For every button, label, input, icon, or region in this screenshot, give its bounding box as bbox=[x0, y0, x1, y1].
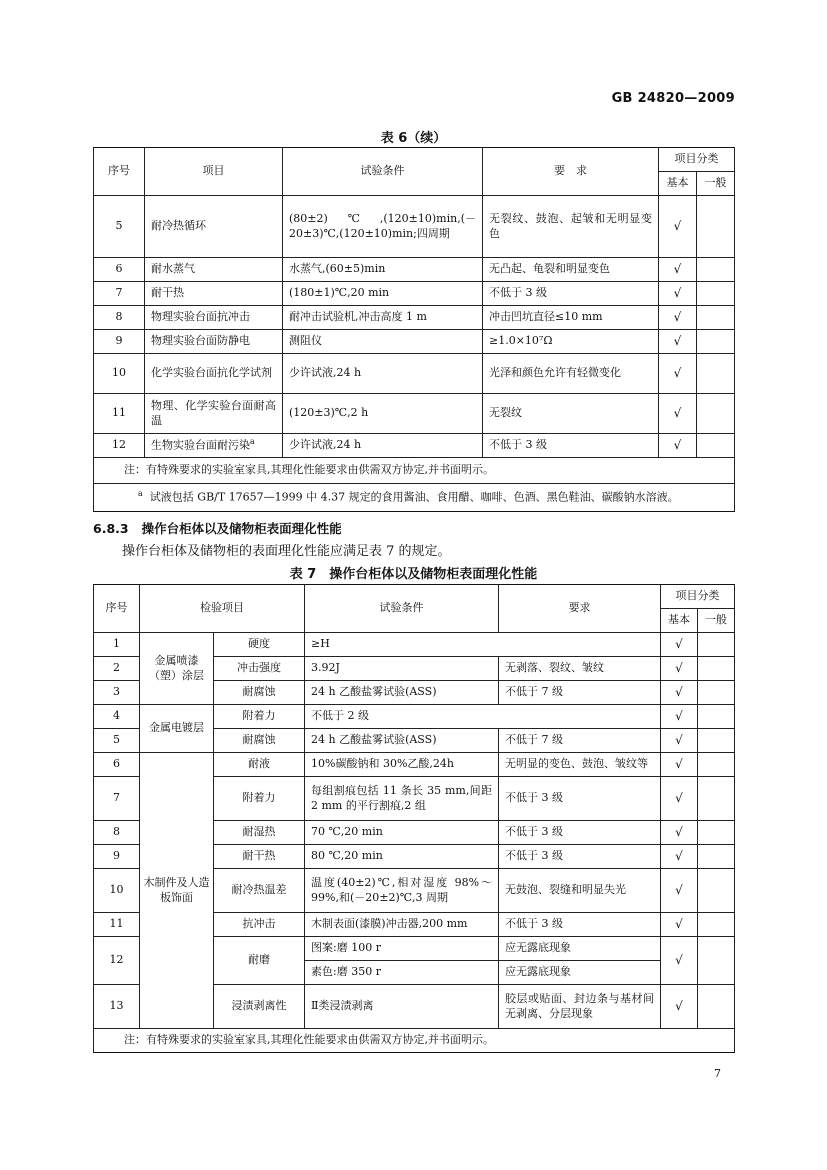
t6-row-general bbox=[697, 330, 735, 354]
t6-row-item bbox=[145, 434, 283, 458]
t7-row-general bbox=[698, 913, 735, 937]
t6-row-no: 7 bbox=[94, 282, 145, 306]
t7-row-general bbox=[698, 869, 735, 913]
t6-row-item: 耐干热 bbox=[145, 282, 283, 306]
t6-row-item: 化学实验台面抗化学试剂 bbox=[145, 354, 283, 394]
t7-row-condition: 24 h 乙酸盐雾试验(ASS) bbox=[305, 729, 499, 753]
t7-row-basic: √ bbox=[661, 729, 698, 753]
t7-header-requirement: 要求 bbox=[499, 585, 661, 633]
t6-row-no: 9 bbox=[94, 330, 145, 354]
t6-row-condition: 水蒸气,(60±5)min bbox=[283, 258, 483, 282]
t7-row-condition: 不低于 2 级 bbox=[305, 705, 661, 729]
standard-number: GB 24820—2009 bbox=[611, 91, 735, 106]
t6-row-requirement: 无裂纹、鼓泡、起皱和无明显变色 bbox=[483, 196, 659, 258]
t6-row-no: 8 bbox=[94, 306, 145, 330]
t7-row-sub: 耐冷热温差 bbox=[214, 869, 305, 913]
t7-row-general bbox=[698, 705, 735, 729]
t7-row-condition: ≥H bbox=[305, 633, 661, 657]
t7-row-no: 11 bbox=[94, 913, 140, 937]
t6-row-basic: √ bbox=[659, 196, 697, 258]
t7-row-no: 12 bbox=[94, 937, 140, 985]
t7-row-basic: √ bbox=[661, 937, 698, 985]
t7-row-basic: √ bbox=[661, 913, 698, 937]
t6-header-requirement: 要 求 bbox=[483, 148, 659, 196]
t6-row-requirement: 无裂纹 bbox=[483, 394, 659, 434]
t7-row-no: 4 bbox=[94, 705, 140, 729]
t7-header-basic: 基本 bbox=[661, 609, 698, 633]
t7-row-sub: 冲击强度 bbox=[214, 657, 305, 681]
footnote-marker: a bbox=[250, 437, 255, 447]
t6-row-general bbox=[697, 354, 735, 394]
t6-row-requirement: 不低于 3 级 bbox=[483, 434, 659, 458]
t7-row-general bbox=[698, 821, 735, 845]
t7-row-no: 9 bbox=[94, 845, 140, 869]
t6-row-item: 耐冷热循环 bbox=[145, 196, 283, 258]
t6-row-item-text: 生物实验台面耐污染 bbox=[151, 438, 250, 452]
t7-row-basic: √ bbox=[661, 845, 698, 869]
t7-row-condition: 图案:磨 100 r bbox=[305, 937, 499, 961]
t7-row-sub: 耐腐蚀 bbox=[214, 729, 305, 753]
t7-row-condition: 3.92J bbox=[305, 657, 499, 681]
t6-row-no: 11 bbox=[94, 394, 145, 434]
t7-row-basic: √ bbox=[661, 657, 698, 681]
t6-row-condition: (180±1)℃,20 min bbox=[283, 282, 483, 306]
t7-note: 注：有特殊要求的实验室家具,其理化性能要求由供需双方协定,并书面明示。 bbox=[94, 1029, 735, 1053]
t7-row-sub: 耐干热 bbox=[214, 845, 305, 869]
t6-row-requirement: ≥1.0×10⁷Ω bbox=[483, 330, 659, 354]
t6-row-basic: √ bbox=[659, 394, 697, 434]
t6-row-item: 耐水蒸气 bbox=[145, 258, 283, 282]
t7-row-general bbox=[698, 753, 735, 777]
table6 bbox=[93, 147, 735, 512]
t7-row-basic: √ bbox=[661, 821, 698, 845]
table7 bbox=[93, 584, 735, 1053]
t6-row-requirement: 不低于 3 级 bbox=[483, 282, 659, 306]
t6-header-basic: 基本 bbox=[659, 172, 697, 196]
t7-row-requirement: 不低于 7 级 bbox=[499, 729, 661, 753]
t7-row-requirement: 不低于 3 级 bbox=[499, 845, 661, 869]
t7-row-no: 13 bbox=[94, 985, 140, 1029]
t7-row-basic: √ bbox=[661, 753, 698, 777]
t6-row-no: 5 bbox=[94, 196, 145, 258]
t6-row-condition: 少许试液,24 h bbox=[283, 434, 483, 458]
t7-row-condition: 每组割痕包括 11 条长 35 mm,间距 2 mm 的平行割痕,2 组 bbox=[305, 777, 499, 821]
t7-row-condition: 温度(40±2)℃,相对湿度 98%～99%,和(－20±2)℃,3 周期 bbox=[305, 869, 499, 913]
t7-row-general bbox=[698, 985, 735, 1029]
t7-row-requirement: 胶层或贴面、封边条与基材间无剥离、分层现象 bbox=[499, 985, 661, 1029]
t7-row-general bbox=[698, 937, 735, 985]
t7-row-requirement: 不低于 3 级 bbox=[499, 913, 661, 937]
t7-header-no: 序号 bbox=[94, 585, 140, 633]
t6-header-condition: 试验条件 bbox=[283, 148, 483, 196]
t7-header-category: 项目分类 bbox=[661, 585, 735, 609]
t7-row-requirement: 无鼓泡、裂缝和明显失光 bbox=[499, 869, 661, 913]
t7-header-item: 检验项目 bbox=[140, 585, 305, 633]
t7-row-basic: √ bbox=[661, 869, 698, 913]
t7-row-basic: √ bbox=[661, 985, 698, 1029]
t6-row-general bbox=[697, 196, 735, 258]
section-title: 操作台柜体以及储物柜表面理化性能 bbox=[141, 521, 342, 536]
section-number: 6.8.3 bbox=[93, 521, 129, 536]
t7-row-sub: 硬度 bbox=[214, 633, 305, 657]
t6-header-general: 一般 bbox=[697, 172, 735, 196]
t7-row-sub: 耐磨 bbox=[214, 937, 305, 985]
t6-row-basic: √ bbox=[659, 282, 697, 306]
t7-header-general: 一般 bbox=[698, 609, 735, 633]
t6-footnote bbox=[94, 484, 735, 512]
section-paragraph: 操作台柜体及储物柜的表面理化性能应满足表 7 的规定。 bbox=[122, 544, 451, 559]
t6-header-item: 项目 bbox=[145, 148, 283, 196]
t6-row-condition: (80±2)℃,(120±10)min,(－20±3)℃,(120±10)min;四周期 bbox=[283, 196, 483, 258]
t6-row-requirement: 光泽和颜色允许有轻微变化 bbox=[483, 354, 659, 394]
t6-row-general bbox=[697, 434, 735, 458]
t6-row-condition: 测阻仪 bbox=[283, 330, 483, 354]
t6-row-requirement: 冲击凹坑直径≤10 mm bbox=[483, 306, 659, 330]
t7-row-condition-2: 素色:磨 350 r bbox=[305, 961, 499, 985]
t6-header-category: 项目分类 bbox=[659, 148, 735, 172]
t7-row-requirement: 不低于 3 级 bbox=[499, 777, 661, 821]
section-heading bbox=[93, 519, 342, 537]
t6-row-condition: (120±3)℃,2 h bbox=[283, 394, 483, 434]
t7-row-condition: 80 ℃,20 min bbox=[305, 845, 499, 869]
t7-row-general bbox=[698, 633, 735, 657]
t7-row-requirement-2: 应无露底现象 bbox=[499, 961, 661, 985]
t7-group-wood: 木制件及人造板饰面 bbox=[140, 753, 214, 1029]
t7-row-no: 10 bbox=[94, 869, 140, 913]
t7-row-no: 8 bbox=[94, 821, 140, 845]
t6-row-general bbox=[697, 306, 735, 330]
t7-row-no: 7 bbox=[94, 777, 140, 821]
t6-note: 注：有特殊要求的实验室家具,其理化性能要求由供需双方协定,并书面明示。 bbox=[94, 458, 735, 484]
t7-row-condition: 10%碳酸钠和 30%乙酸,24h bbox=[305, 753, 499, 777]
t7-row-requirement: 无剥落、裂纹、皱纹 bbox=[499, 657, 661, 681]
t7-group-metal-paint: 金属喷漆（塑）涂层 bbox=[140, 633, 214, 705]
t6-row-item: 物理、化学实验台面耐高温 bbox=[145, 394, 283, 434]
t7-row-sub: 附着力 bbox=[214, 705, 305, 729]
footnote-mark: a bbox=[138, 489, 143, 499]
t6-row-basic: √ bbox=[659, 330, 697, 354]
t6-row-basic: √ bbox=[659, 434, 697, 458]
t7-row-general bbox=[698, 729, 735, 753]
t7-row-no: 1 bbox=[94, 633, 140, 657]
t6-header-no: 序号 bbox=[94, 148, 145, 196]
page-number: 7 bbox=[714, 1067, 721, 1080]
t7-row-no: 2 bbox=[94, 657, 140, 681]
t7-row-general bbox=[698, 657, 735, 681]
t7-row-sub: 耐湿热 bbox=[214, 821, 305, 845]
t6-row-item: 物理实验台面抗冲击 bbox=[145, 306, 283, 330]
t7-row-requirement: 应无露底现象 bbox=[499, 937, 661, 961]
t6-row-condition: 少许试液,24 h bbox=[283, 354, 483, 394]
t7-row-sub: 耐液 bbox=[214, 753, 305, 777]
t7-row-no: 3 bbox=[94, 681, 140, 705]
t6-row-no: 12 bbox=[94, 434, 145, 458]
t7-row-sub: 浸渍剥离性 bbox=[214, 985, 305, 1029]
table6-caption: 表 6（续） bbox=[380, 131, 447, 146]
t6-row-no: 6 bbox=[94, 258, 145, 282]
t7-row-general bbox=[698, 845, 735, 869]
t6-row-general bbox=[697, 258, 735, 282]
table7-caption: 表 7 操作台柜体以及储物柜表面理化性能 bbox=[289, 567, 538, 582]
t7-row-requirement: 不低于 3 级 bbox=[499, 821, 661, 845]
t6-row-condition: 耐冲击试验机,冲击高度 1 m bbox=[283, 306, 483, 330]
t7-row-no: 6 bbox=[94, 753, 140, 777]
t6-row-basic: √ bbox=[659, 258, 697, 282]
t6-row-item: 物理实验台面防静电 bbox=[145, 330, 283, 354]
t7-row-basic: √ bbox=[661, 633, 698, 657]
t7-row-condition: 24 h 乙酸盐雾试验(ASS) bbox=[305, 681, 499, 705]
t6-row-general bbox=[697, 394, 735, 434]
t6-row-basic: √ bbox=[659, 354, 697, 394]
t7-row-basic: √ bbox=[661, 705, 698, 729]
t7-row-condition: Ⅱ类浸渍剥离 bbox=[305, 985, 499, 1029]
t7-header-condition: 试验条件 bbox=[305, 585, 499, 633]
t7-row-condition: 木制表面(漆膜)冲击器,200 mm bbox=[305, 913, 499, 937]
t7-row-sub: 耐腐蚀 bbox=[214, 681, 305, 705]
t6-footnote-text: 试液包括 GB/T 17657—1999 中 4.37 规定的食用酱油、食用醋、咖啡、色酒、黑色鞋油、碳酸钠水溶液。 bbox=[149, 490, 679, 504]
t7-row-condition: 70 ℃,20 min bbox=[305, 821, 499, 845]
t7-row-general bbox=[698, 681, 735, 705]
t6-row-no: 10 bbox=[94, 354, 145, 394]
t6-row-requirement: 无凸起、龟裂和明显变色 bbox=[483, 258, 659, 282]
t7-row-requirement: 不低于 7 级 bbox=[499, 681, 661, 705]
t7-group-metal-plating: 金属电镀层 bbox=[140, 705, 214, 753]
t7-row-basic: √ bbox=[661, 681, 698, 705]
t7-row-basic: √ bbox=[661, 777, 698, 821]
t7-row-general bbox=[698, 777, 735, 821]
t6-row-general bbox=[697, 282, 735, 306]
t6-row-basic: √ bbox=[659, 306, 697, 330]
t7-row-sub: 抗冲击 bbox=[214, 913, 305, 937]
t7-row-requirement: 无明显的变色、鼓泡、皱纹等 bbox=[499, 753, 661, 777]
t7-row-no: 5 bbox=[94, 729, 140, 753]
t7-row-sub: 附着力 bbox=[214, 777, 305, 821]
